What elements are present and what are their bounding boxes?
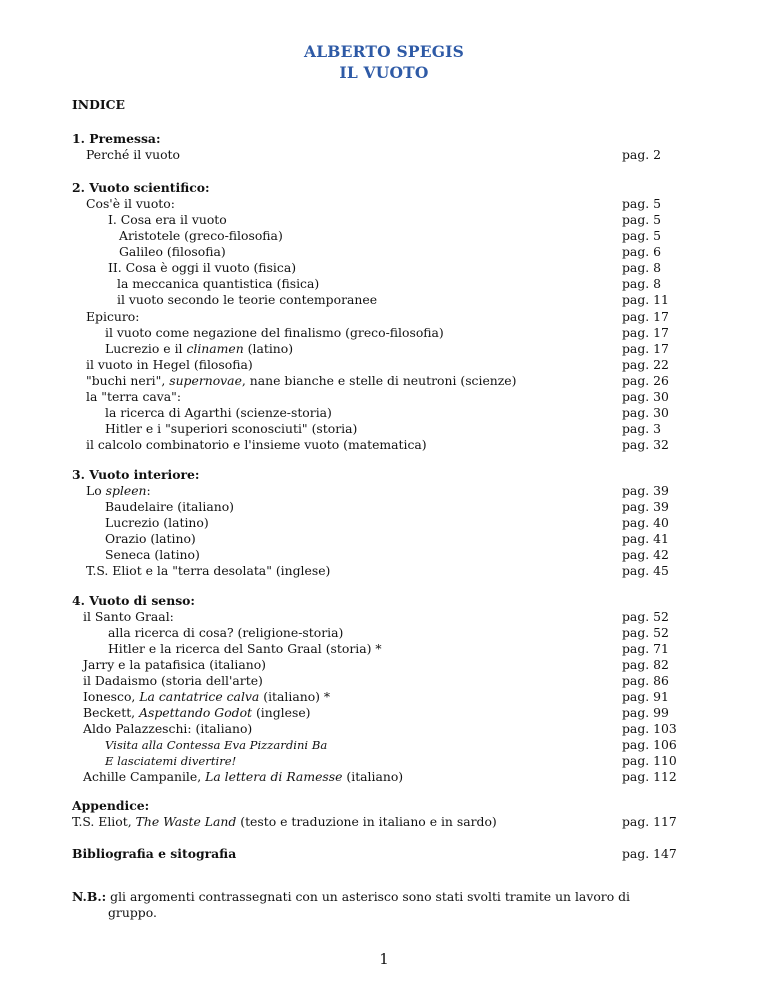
toc-entry-italic-text: The Waste Land <box>135 814 237 829</box>
toc-entry <box>105 531 196 547</box>
toc-page-ref: pag. 71 <box>622 641 669 656</box>
toc-entry-text: Beckett, <box>83 705 140 720</box>
toc-page-ref: pag. 32 <box>622 437 669 452</box>
toc-entry-text: Aristotele (greco-filosofia) <box>119 228 283 243</box>
toc-entry-text: Achille Campanile, <box>83 769 206 784</box>
toc-entry-text: (inglese) <box>252 705 311 720</box>
toc-entry-text: (latino) <box>243 341 294 356</box>
toc-page-ref: pag. 6 <box>622 244 662 259</box>
toc-page-ref: pag. 86 <box>622 673 669 688</box>
toc-entry <box>119 228 283 244</box>
toc-page-ref: pag. 17 <box>622 309 669 324</box>
toc-page-ref: pag. 17 <box>622 325 669 340</box>
toc-entry-italic-text: La cantatrice calva <box>139 689 260 704</box>
note-text-line1: gli argomenti contrassegnati con un asterisco sono stati svolti tramite un lavoro di <box>106 889 630 904</box>
toc-entry-text: Orazio (latino) <box>105 531 196 546</box>
toc-entry <box>105 421 357 437</box>
toc-page-ref: pag. 42 <box>622 547 669 562</box>
toc-page-ref: pag. 52 <box>622 625 669 640</box>
toc-page-ref: pag. 91 <box>622 689 669 704</box>
toc-entry <box>83 705 311 721</box>
toc-entry <box>105 547 200 563</box>
toc-entry-text: T.S. Eliot, <box>72 814 136 829</box>
toc-entry-text: la ricerca di Agarthi (scienze-storia) <box>105 405 332 420</box>
toc-entry-text: Aldo Palazzeschi: (italiano) <box>83 721 253 736</box>
toc-entry-text: Lucrezio e il <box>105 341 187 356</box>
section-heading: Appendice: <box>72 798 150 813</box>
toc-page-ref: pag. 112 <box>622 769 677 784</box>
section-heading: 4. Vuoto di senso: <box>72 593 196 608</box>
toc-entry-text: I. Cosa era il vuoto <box>108 212 227 227</box>
toc-entry <box>83 689 330 705</box>
section-page-ref: pag. 147 <box>622 846 677 861</box>
toc-entry-text: il Santo Graal: <box>83 609 174 624</box>
toc-entry-text: la meccanica quantistica (fisica) <box>117 276 320 291</box>
toc-entry-text: : <box>146 483 151 498</box>
toc-page-ref: pag. 5 <box>622 196 662 211</box>
toc-entry-text: Hitler e la ricerca del Santo Graal (storia) * <box>108 641 382 656</box>
toc-entry-italic-text: La lettera di Ramesse <box>205 769 343 784</box>
section-heading: Bibliografia e sitografia <box>72 846 237 861</box>
note-text-line2: gruppo. <box>108 905 157 920</box>
toc-entry <box>86 196 175 212</box>
toc-page-ref: pag. 22 <box>622 357 669 372</box>
section-heading: 1. Premessa: <box>72 131 161 146</box>
toc-entry <box>86 357 253 373</box>
toc-page-ref: pag. 5 <box>622 212 662 227</box>
toc-page-ref: pag. 8 <box>622 260 662 275</box>
toc-entry <box>83 673 263 689</box>
toc-entry <box>108 641 382 657</box>
toc-entry <box>72 814 497 830</box>
document-name: IL VUOTO <box>339 63 429 82</box>
toc-entry <box>86 563 330 579</box>
toc-entry <box>83 609 174 625</box>
toc-entry-text: Lo <box>86 483 106 498</box>
note-label: N.B.: <box>72 889 107 904</box>
toc-entry-italic-text: spleen <box>105 483 147 498</box>
toc-entry <box>108 212 227 228</box>
toc-entry <box>108 260 296 276</box>
toc-entry <box>86 483 151 499</box>
toc-entry-text: "buchi neri", <box>86 373 170 388</box>
section-heading: 3. Vuoto interiore: <box>72 467 200 482</box>
toc-entry-text: Baudelaire (italiano) <box>105 499 234 514</box>
toc-entry <box>117 276 319 292</box>
toc-page-ref: pag. 26 <box>622 373 669 388</box>
toc-entry <box>105 753 236 769</box>
toc-entry-text: Hitler e i "superiori sconosciuti" (storia) <box>105 421 358 436</box>
toc-page-ref: pag. 5 <box>622 228 662 243</box>
toc-page-ref: pag. 103 <box>622 721 677 736</box>
toc-entry <box>105 341 293 357</box>
toc-entry <box>86 147 180 163</box>
toc-page-ref: pag. 30 <box>622 389 669 404</box>
page-number: 1 <box>379 950 389 968</box>
toc-entry-text: la "terra cava": <box>86 389 182 404</box>
toc-entry <box>108 625 343 641</box>
toc-page-ref: pag. 82 <box>622 657 669 672</box>
toc-entry-text: Ionesco, <box>83 689 140 704</box>
toc-entry-text: il vuoto come negazione del finalismo (greco-filosofia) <box>105 325 444 340</box>
toc-entry <box>83 721 252 737</box>
author-name: ALBERTO SPEGIS <box>303 42 465 61</box>
toc-page-ref: pag. 41 <box>622 531 669 546</box>
toc-entry-text: il calcolo combinatorio e l'insieme vuoto (matematica) <box>86 437 427 452</box>
toc-entry <box>83 657 266 673</box>
toc-page-ref: pag. 39 <box>622 499 669 514</box>
toc-entry-text: , nane bianche e stelle di neutroni (scienze) <box>241 373 517 388</box>
toc-entry-text: alla ricerca di cosa? (religione-storia) <box>108 625 344 640</box>
toc-entry-italic-text: E lasciatemi divertire! <box>105 754 237 768</box>
toc-entry-text: Cos'è il vuoto: <box>86 196 175 211</box>
toc-entry <box>105 515 209 531</box>
toc-entry <box>105 405 332 421</box>
toc-page-ref: pag. 17 <box>622 341 669 356</box>
toc-page-ref: pag. 8 <box>622 276 662 291</box>
toc-entry <box>86 437 427 453</box>
toc-page-ref: pag. 39 <box>622 483 669 498</box>
toc-entry <box>105 325 444 341</box>
toc-entry-text: il vuoto secondo le teorie contemporanee <box>117 292 378 307</box>
toc-entry <box>86 373 516 389</box>
toc-entry-text: (italiano) <box>342 769 404 784</box>
toc-entry <box>83 769 403 785</box>
toc-entry-text: Jarry e la patafisica (italiano) <box>83 657 266 672</box>
toc-page-ref: pag. 45 <box>622 563 669 578</box>
toc-entry-text: Perché il vuoto <box>86 147 180 162</box>
toc-page-ref: pag. 11 <box>622 292 669 307</box>
toc-entry <box>86 309 139 325</box>
toc-page-ref: pag. 2 <box>622 147 662 162</box>
toc-entry <box>119 244 226 260</box>
toc-entry <box>105 737 327 753</box>
toc-entry-italic-text: Visita alla Contessa Eva Pizzardini Ba <box>105 738 328 752</box>
toc-entry-text: il Dadaismo (storia dell'arte) <box>83 673 263 688</box>
toc-page-ref: pag. 52 <box>622 609 669 624</box>
toc-page-ref: pag. 110 <box>622 753 677 768</box>
toc-entry-text: T.S. Eliot e la "terra desolata" (inglese) <box>86 563 331 578</box>
section-heading: 2. Vuoto scientifico: <box>72 180 210 195</box>
toc-entry-text: Epicuro: <box>86 309 140 324</box>
toc-page-ref: pag. 106 <box>622 737 677 752</box>
toc-entry <box>86 389 181 405</box>
toc-entry-italic-text: clinamen <box>186 341 244 356</box>
toc-page-ref: pag. 99 <box>622 705 669 720</box>
toc-entry-text: (testo e traduzione in italiano e in sardo) <box>236 814 497 829</box>
toc-entry-italic-text: Aspettando Godot <box>139 705 253 720</box>
toc-entry-text: il vuoto in Hegel (filosofia) <box>86 357 253 372</box>
toc-entry-text: Seneca (latino) <box>105 547 200 562</box>
toc-entry-text: Galileo (filosofia) <box>119 244 226 259</box>
toc-entry-text: Lucrezio (latino) <box>105 515 209 530</box>
toc-entry-italic-text: supernovae <box>169 373 242 388</box>
toc-entry <box>105 499 234 515</box>
toc-entry-text: (italiano) * <box>259 689 331 704</box>
toc-page-ref: pag. 30 <box>622 405 669 420</box>
toc-entry <box>117 292 377 308</box>
toc-entry-text: II. Cosa è oggi il vuoto (fisica) <box>108 260 297 275</box>
index-heading: INDICE <box>72 97 125 112</box>
toc-page-ref: pag. 40 <box>622 515 669 530</box>
toc-page-ref: pag. 117 <box>622 814 677 829</box>
toc-page-ref: pag. 3 <box>622 421 662 436</box>
